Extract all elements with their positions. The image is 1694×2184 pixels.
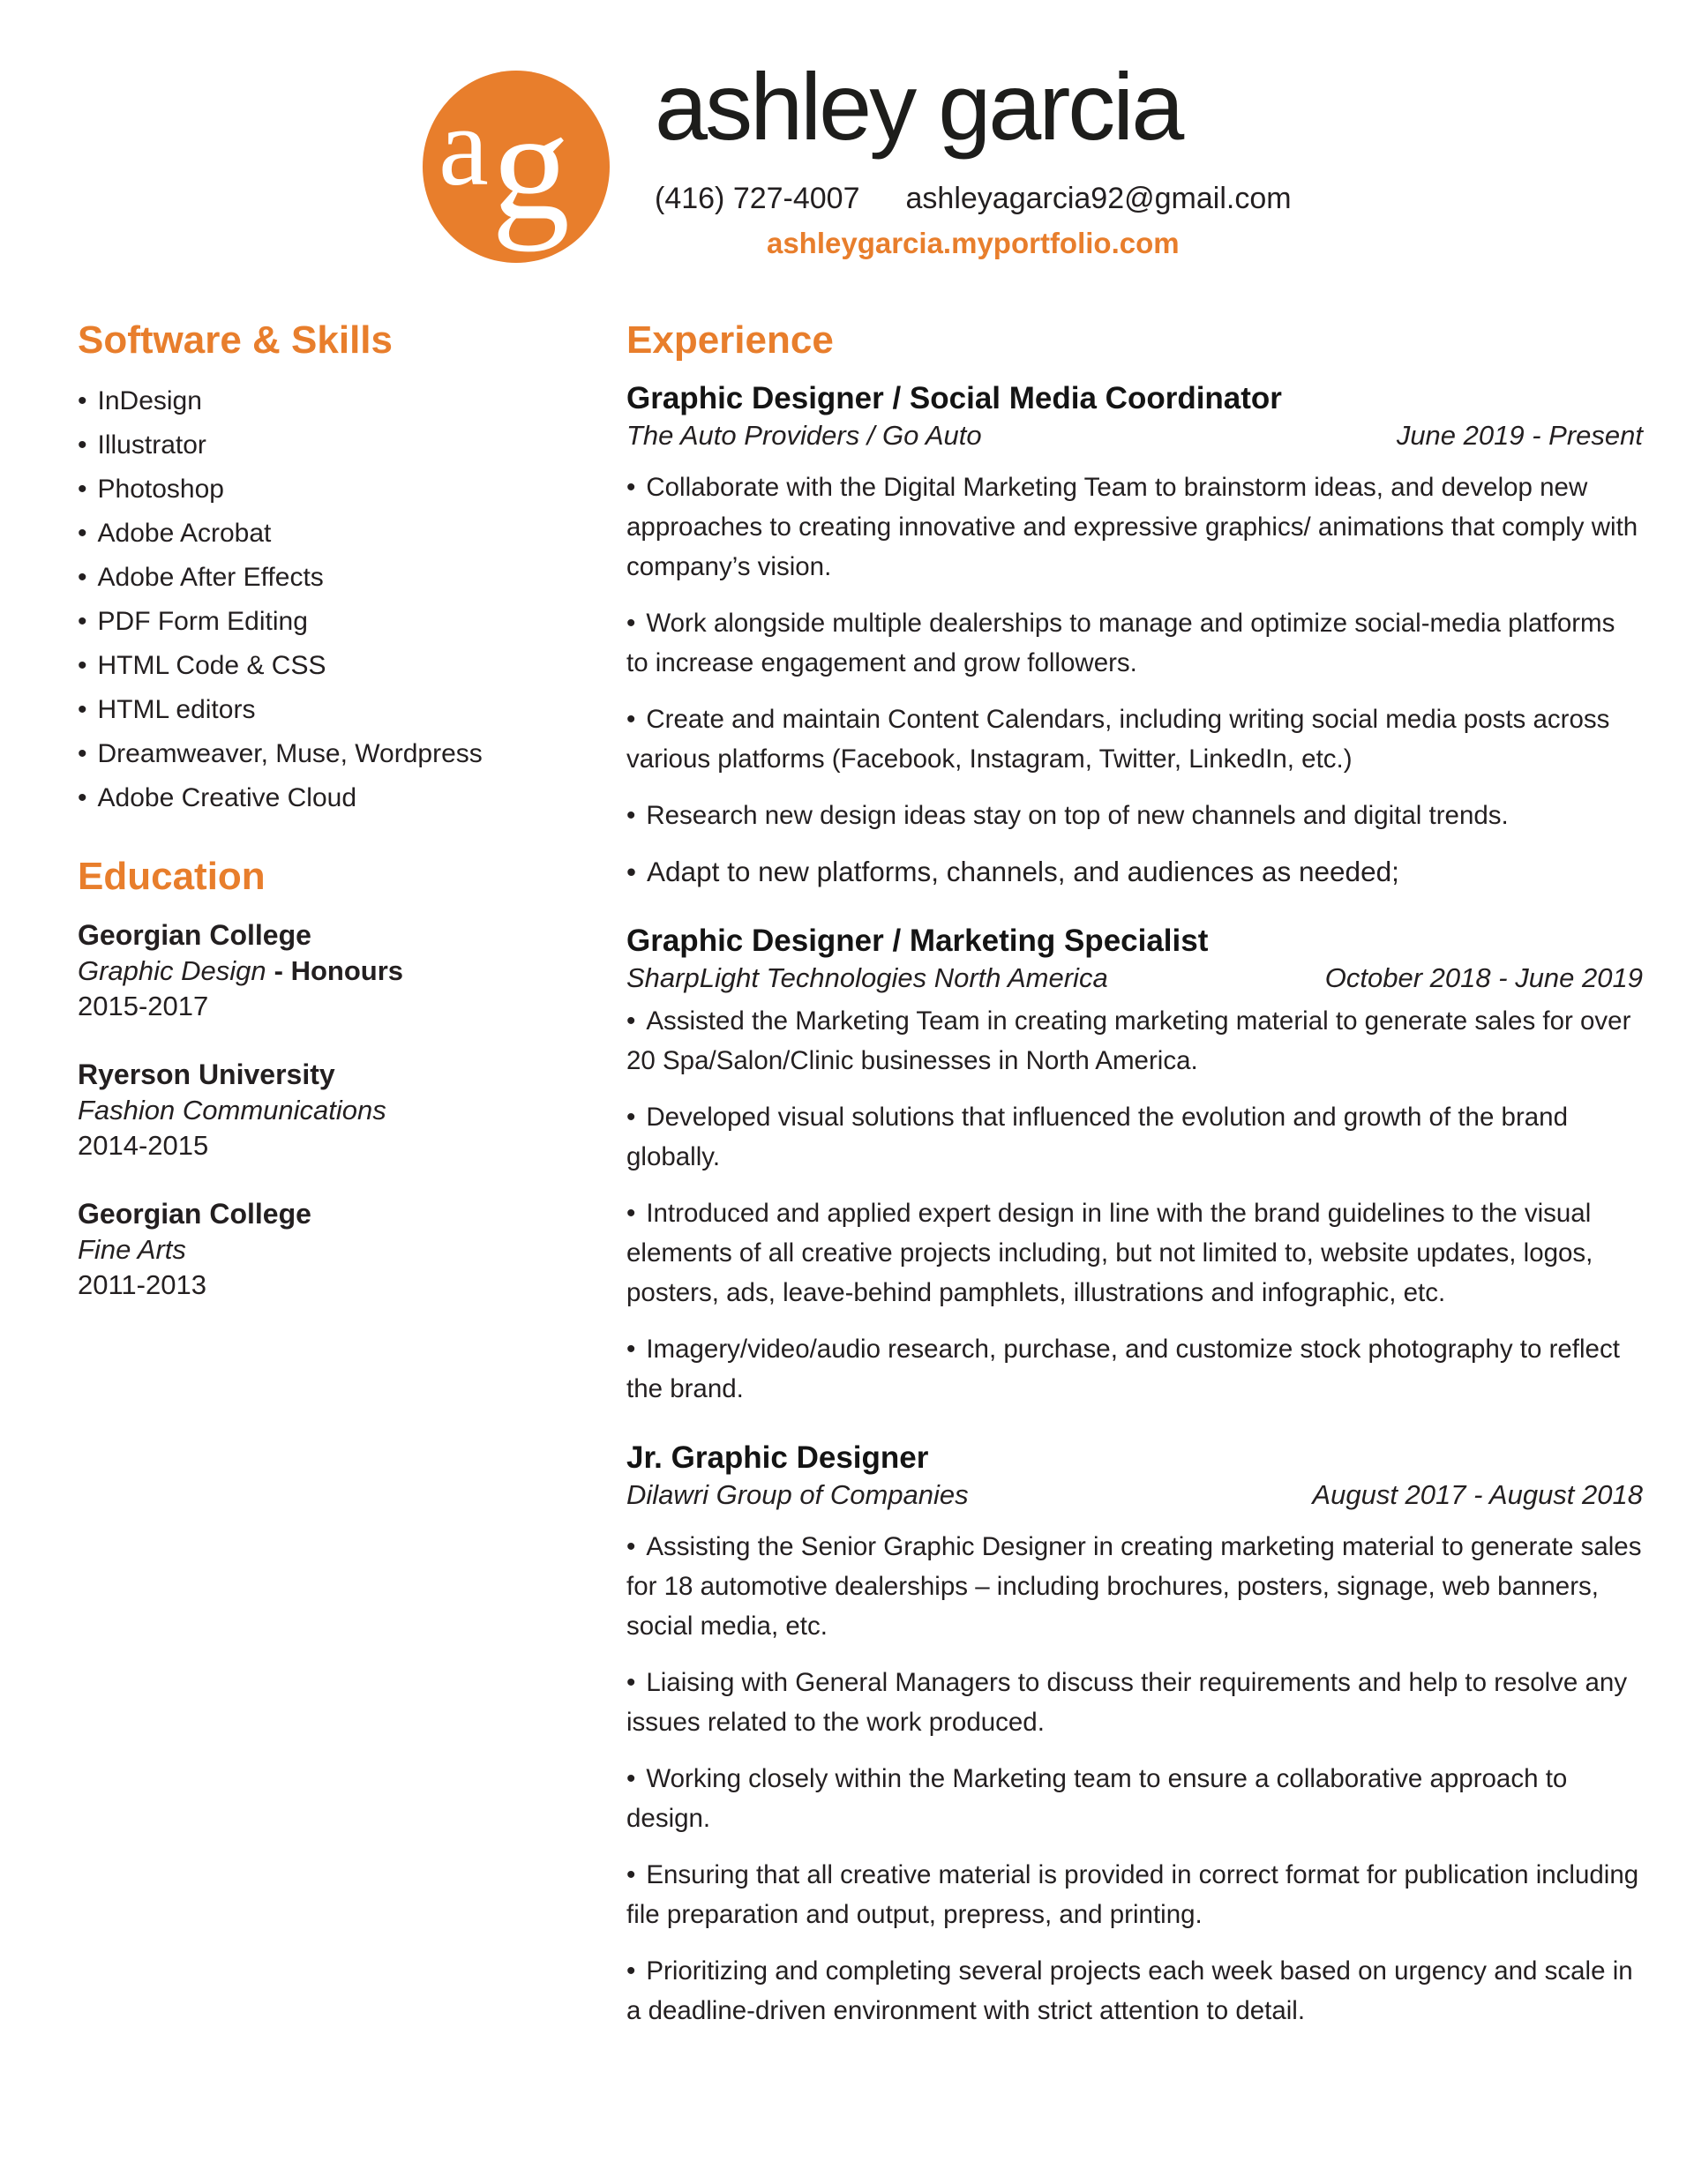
job-bullet <box>626 1855 1643 1934</box>
skill-item <box>78 556 589 600</box>
skill-label: PDF Form Editing <box>97 607 308 637</box>
program-name <box>78 954 589 989</box>
bullet-glyph: • <box>78 563 87 593</box>
bullet-glyph: • <box>626 1764 636 1794</box>
program-name <box>78 1093 589 1128</box>
logo-letter-a: a <box>438 84 489 209</box>
bullet-glyph: • <box>626 473 636 503</box>
job-bullet <box>626 1527 1643 1646</box>
school-name: Ryerson University <box>78 1058 335 1090</box>
job-entry <box>626 922 1643 1409</box>
education-entry <box>78 1195 589 1303</box>
skill-item <box>78 688 589 732</box>
bullet-text: Research new design ideas stay on top of new channels and digital trends. <box>646 801 1509 831</box>
bullet-glyph: • <box>626 609 636 639</box>
bullet-glyph: • <box>626 705 636 735</box>
skill-item <box>78 423 589 467</box>
email-address: ashleyagarcia92@gmail.com <box>905 182 1292 215</box>
skill-label: HTML Code & CSS <box>97 651 326 681</box>
bullet-glyph: • <box>78 607 87 637</box>
bullet-text: Create and maintain Content Calendars, including writing social media posts across various platforms (Facebook, Instagram, Twitter, LinkedIn, etc.) <box>626 705 1610 774</box>
job-bullet <box>626 1951 1643 2031</box>
contact-block <box>655 182 1292 260</box>
job-bullet <box>626 852 1643 892</box>
job-bullet <box>626 1001 1643 1081</box>
education-years: 2011-2013 <box>78 1268 206 1300</box>
skill-label: Adobe Creative Cloud <box>97 783 357 813</box>
bullet-text: Working closely within the Marketing team to ensure a collaborative approach to design. <box>626 1764 1568 1834</box>
bullet-text: Work alongside multiple dealerships to manage and optimize social-media platforms to increase engagement and grow followers. <box>626 609 1615 678</box>
bullet-text: Assisted the Marketing Team in creating marketing material to generate sales for over 20 Spa/Salon/Clinic businesses in North America. <box>626 1006 1631 1076</box>
bullet-glyph: • <box>626 1006 636 1036</box>
skill-label: Dreamweaver, Muse, Wordpress <box>97 739 483 769</box>
job-bullet <box>626 603 1643 683</box>
skill-item <box>78 467 589 512</box>
job-bullet <box>626 1329 1643 1409</box>
logo-letter-g: g <box>491 78 570 252</box>
bullet-text: Introduced and applied expert design in line with the brand guidelines to the visual elements of all creative projects including, but not limited to, website updates, logos, posters, ads, leave-behind pamphlets, illustrations and infographic, etc. <box>626 1199 1593 1308</box>
right-column <box>626 319 1643 2061</box>
job-dates: June 2019 - Present <box>1396 420 1643 452</box>
bullet-glyph: • <box>626 856 637 888</box>
bullet-glyph: • <box>78 430 87 460</box>
program-field: Fine Arts <box>78 1233 186 1265</box>
skill-label: Adobe Acrobat <box>97 519 272 549</box>
bullet-glyph: • <box>626 1956 636 1986</box>
bullet-glyph: • <box>78 695 87 725</box>
skill-item <box>78 600 589 644</box>
bullet-glyph: • <box>626 1668 636 1698</box>
skill-item <box>78 644 589 688</box>
education-years: 2014-2015 <box>78 1129 209 1161</box>
bullet-glyph: • <box>78 783 87 813</box>
job-company: Dilawri Group of Companies <box>626 1479 969 1511</box>
job-entry <box>626 379 1643 892</box>
bullet-text: Adapt to new platforms, channels, and audiences as needed; <box>647 856 1399 888</box>
education-entry <box>78 1056 589 1163</box>
skill-item <box>78 776 589 820</box>
program-name <box>78 1232 589 1268</box>
skill-item <box>78 512 589 556</box>
bullet-glyph: • <box>626 1199 636 1229</box>
job-bullet <box>626 467 1643 587</box>
bullet-glyph: • <box>626 1532 636 1562</box>
job-bullet <box>626 796 1643 835</box>
bullet-text: Developed visual solutions that influenced the evolution and growth of the brand globally. <box>626 1103 1568 1172</box>
bullet-text: Ensuring that all creative material is provided in correct format for publication including file preparation and output, prepress, and printing. <box>626 1860 1639 1930</box>
program-field: Graphic Design <box>78 954 266 986</box>
skill-label: Adobe After Effects <box>97 563 324 593</box>
job-bullet <box>626 1193 1643 1313</box>
phone-number: (416) 727-4007 <box>655 182 860 215</box>
bullet-glyph: • <box>78 519 87 549</box>
bullet-glyph: • <box>626 1335 636 1365</box>
skill-label: InDesign <box>97 386 202 416</box>
job-dates: October 2018 - June 2019 <box>1324 962 1643 994</box>
bullet-glyph: • <box>78 651 87 681</box>
job-entry <box>626 1439 1643 2031</box>
school-name: Georgian College <box>78 1197 311 1230</box>
bullet-glyph: • <box>626 1103 636 1133</box>
skills-section-title: Software & Skills <box>78 318 394 362</box>
bullet-glyph: • <box>78 386 87 416</box>
bullet-glyph: • <box>626 1860 636 1890</box>
job-bullet <box>626 1759 1643 1838</box>
program-field: Fashion Communications <box>78 1094 386 1126</box>
bullet-glyph: • <box>626 801 636 831</box>
skill-label: Illustrator <box>97 430 206 460</box>
skill-label: Photoshop <box>97 475 224 505</box>
skills-list <box>78 379 589 820</box>
bullet-text: Liaising with General Managers to discuss their requirements and help to resolve any issues related to the work produced. <box>626 1668 1628 1738</box>
school-name: Georgian College <box>78 918 311 951</box>
education-entry <box>78 916 589 1024</box>
job-company: The Auto Providers / Go Auto <box>626 420 982 452</box>
job-bullet <box>626 1097 1643 1177</box>
skill-item <box>78 732 589 776</box>
bullet-text: Imagery/video/audio research, purchase, and customize stock photography to reflect the brand. <box>626 1335 1620 1404</box>
job-title: Graphic Designer / Marketing Specialist <box>626 924 1209 959</box>
job-dates: August 2017 - August 2018 <box>1312 1479 1643 1511</box>
education-section-title: Education <box>78 855 266 899</box>
job-bullet <box>626 1663 1643 1742</box>
monogram-logo-icon <box>423 71 610 263</box>
education-years: 2015-2017 <box>78 990 209 1021</box>
job-title: Jr. Graphic Designer <box>626 1440 929 1476</box>
bullet-text: Assisting the Senior Graphic Designer in creating marketing material to generate sales for 18 automotive dealerships – including brochures, posters, signage, web banners, social media, etc. <box>626 1532 1642 1642</box>
bullet-glyph: • <box>78 739 87 769</box>
job-company: SharpLight Technologies North America <box>626 962 1108 994</box>
skill-label: HTML editors <box>97 695 256 725</box>
job-bullet <box>626 699 1643 779</box>
person-name: ashley garcia <box>655 53 1182 160</box>
bullet-text: Collaborate with the Digital Marketing Team to brainstorm ideas, and develop new approaches to creating innovative and expressive graphics/ animations that comply with company’s vision. <box>626 473 1638 582</box>
bullet-glyph: • <box>78 475 87 505</box>
job-title: Graphic Designer / Social Media Coordinator <box>626 381 1282 416</box>
experience-section-title: Experience <box>626 318 834 362</box>
left-column <box>78 319 589 1335</box>
skill-item <box>78 379 589 423</box>
bullet-text: Prioritizing and completing several projects each week based on urgency and scale in a deadline-driven environment with strict attention to detail. <box>626 1956 1633 2026</box>
portfolio-url: ashleygarcia.myportfolio.com <box>766 227 1180 259</box>
program-honours: - Honours <box>274 954 404 986</box>
